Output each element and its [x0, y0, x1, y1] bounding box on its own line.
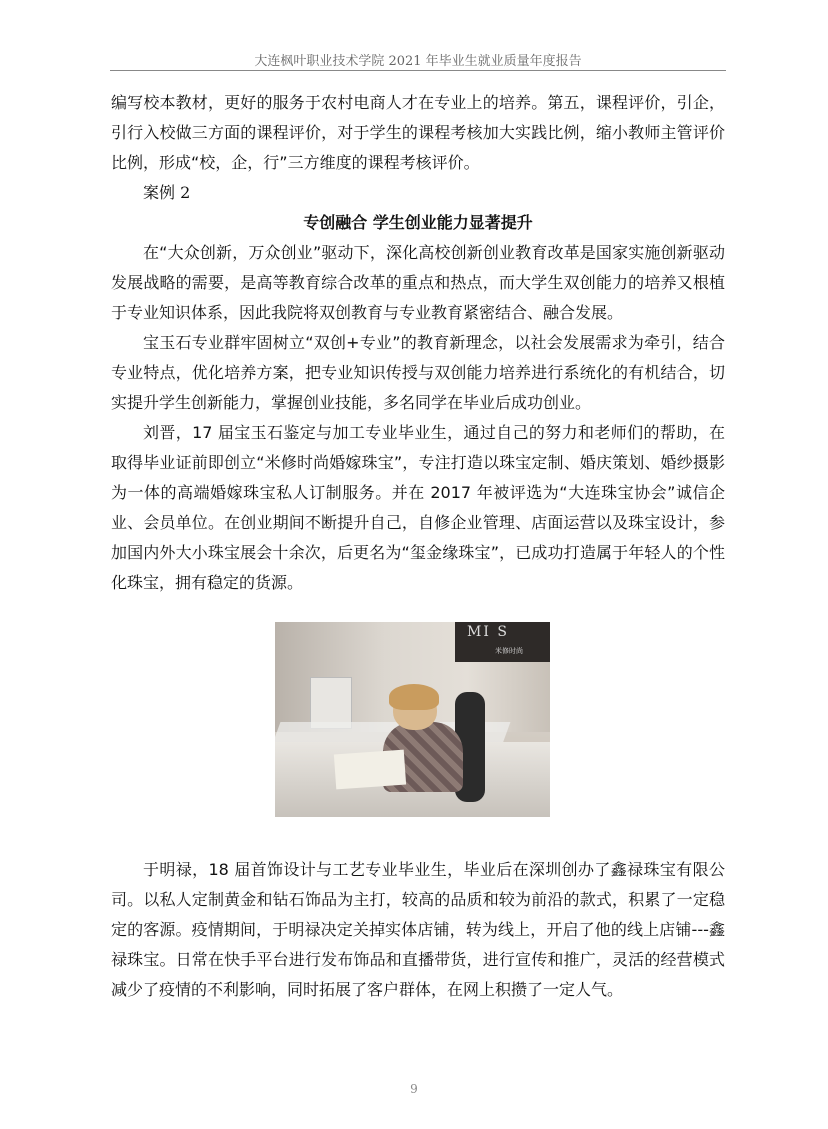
- main-content-continued: [111, 855, 725, 1005]
- paragraph-4: 刘晋，17 届宝玉石鉴定与加工专业毕业生，通过自己的努力和老师们的帮助，在取得毕业证前即创立“米修时尚婚嫁珠宝”，专注打造以珠宝定制、婚庆策划、婚纱摄影为一体的高端婚嫁珠宝私人订制服务。并在 2017 年被评选为“大连珠宝协会”诚信企业、会员单位。在创业期间不断提升自己，自修企业管理、店面运营以及珠宝设计，参加国内外大小珠宝展会十余次，后更名为“玺金缘珠宝”，已成功打造属于年轻人的个性化珠宝，拥有稳定的货源。: [111, 423, 725, 592]
- photo-person-hair: [389, 684, 439, 710]
- store-sign-text: MI S: [467, 624, 509, 640]
- store-sign: [455, 622, 550, 662]
- page-header: 大连枫叶职业技术学院 2021 年毕业生就业质量年度报告: [254, 54, 582, 69]
- header-divider: [110, 70, 726, 71]
- paragraph-2: 在“大众创新，万众创业”驱动下，深化高校创新创业教育改革是国家实施创新驱动发展战略的需要，是高等教育综合改革的重点和热点，而大学生双创能力的培养又根植于专业知识体系，因此我院将双创教育与专业教育紧密结合、融合发展。: [111, 243, 725, 322]
- case-label: 案例 2: [143, 183, 191, 202]
- store-sign-subtext: 米修时尚: [495, 647, 523, 655]
- student-photo: [275, 622, 550, 817]
- paragraph-5: 于明禄，18 届首饰设计与工艺专业毕业生，毕业后在深圳创办了鑫禄珠宝有限公司。以私人定制黄金和钻石饰品为主打，较高的品质和较为前沿的款式，积累了一定稳定的客源。疫情期间，于明禄决定关掉实体店铺，转为线上，开启了他的线上店铺---鑫禄珠宝。日常在快手平台进行发布饰品和直播带货，进行宣传和推广，灵活的经营模式减少了疫情的不利影响，同时拓展了客户群体，在网上积攒了一定人气。: [111, 860, 725, 999]
- case-title: 专创融合 学生创业能力显著提升: [303, 213, 533, 232]
- photo-paper: [334, 750, 406, 790]
- page-number: 9: [410, 1082, 418, 1096]
- paragraph-1: 编写校本教材，更好的服务于农村电商人才在专业上的培养。第五，课程评价，引企，引行入校做三方面的课程评价，对于学生的课程考核加大实践比例，缩小教师主管评价比例，形成“校，企，行”三方维度的课程考核评价。: [111, 93, 725, 172]
- paragraph-3: 宝玉石专业群牢固树立“双创+专业”的教育新理念，以社会发展需求为牵引，结合专业特点，优化培养方案，把专业知识传授与双创能力培养进行系统化的有机结合，切实提升学生创新能力，掌握创业技能，多名同学在毕业后成功创业。: [111, 333, 725, 412]
- main-content: [111, 88, 725, 598]
